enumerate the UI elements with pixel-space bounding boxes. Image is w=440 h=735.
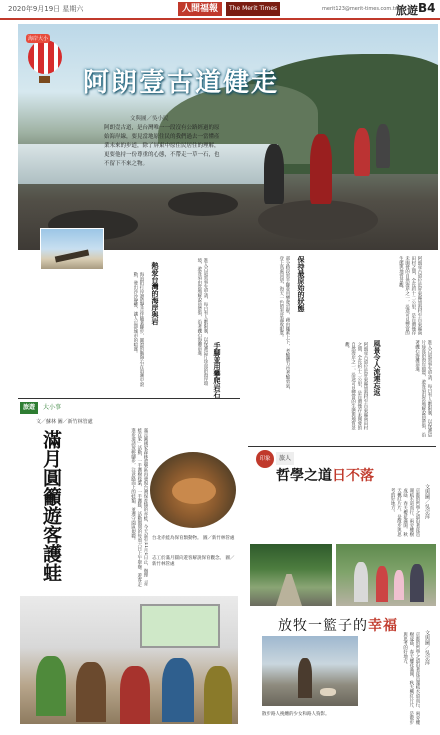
caption-credit: 圖／新竹林管處: [152, 556, 235, 567]
article-byline: 文與圖／吳宗萍: [424, 484, 430, 519]
article-column: 部分路段需手腳並用攀爬岩壁，藉由繩索上下，考驗體力也考驗勇氣，登上高處回望，海天一色的美景盡收眼底。: [278, 256, 290, 393]
caption-credit: 圖／新竹林管處: [202, 536, 235, 541]
person-shape: [354, 562, 368, 602]
section-badge-suffix: 旅人: [276, 452, 294, 465]
hiker: [376, 124, 390, 168]
screen-shape: [140, 604, 220, 648]
column-heading: 保持最原始的狀態: [297, 256, 305, 312]
rock: [168, 192, 238, 216]
section-name: 旅遊: [396, 4, 418, 17]
rock: [258, 200, 378, 240]
website-link[interactable]: merit123@merit-times.com.tw: [322, 6, 399, 12]
article-column: 進入古道需事先申請，每日有人數限制，以保護這片珍貴的海岸環境，遊客須由當地解說員帶領，沿著礫石海灘前進。: [414, 340, 432, 437]
hiker: [354, 128, 370, 176]
person-shape: [120, 666, 150, 724]
balloon-basket: [39, 76, 50, 83]
photo-caption: 散步路人挽纏的少女和路人狗影。: [262, 712, 330, 717]
column-heading: 熱爱台灣的海岸與岩: [151, 262, 159, 325]
person-shape: [394, 570, 404, 600]
stroll-photo: [262, 636, 358, 706]
article-title: [276, 465, 374, 485]
article-column: 滿月圓國家森林遊樂區再發現台灣保育類的赤蛙，今天起至11月1日止，辦理「青蛙在家」活動，一手護樹枝葉，一手護蛙，活動期間的每周六日上午舉辦。遊客走進步道請放輕腳步，注意路面上的蛙類，並遵守園區規範。: [130, 428, 148, 587]
title-main: 放牧一籃子的: [278, 618, 368, 634]
balloon-envelope: [28, 40, 62, 74]
issue-date: 2020年9月19日 星期六: [8, 5, 84, 13]
article-column: 進入古道需事先申請，每日有人數限制，以保護這片珍貴的海岸環境，遊客須由當地解說員帶領，沿著礫石海灘前進。: [196, 258, 208, 386]
path-shape: [276, 574, 302, 606]
person-shape: [410, 564, 424, 602]
section-tag-suffix: 大小事: [43, 404, 62, 411]
person-shape: [376, 566, 388, 602]
title-accent: 幸福: [368, 618, 398, 634]
canal-photo: [250, 544, 332, 606]
title-main: 哲學之道: [276, 468, 332, 484]
section-divider: [18, 398, 240, 399]
frog-body: [172, 478, 216, 504]
hero-intro: 阿朗壹古道，是台灣唯一一段沒有公路經過的原始海岸線，要見當地原住民的我們過去一當懂產業未來的步道，除了屏東中原住民居住的理解，更要他持一份尊重的心態，不帶走一草一石，也不留下不來之物。: [104, 125, 220, 167]
driftwood-photo: [40, 228, 104, 270]
article-byline: 文／蘇林 圖／新竹林管處: [36, 419, 93, 425]
photo-caption: [152, 536, 238, 542]
article-column: 阿朗壹古道位於屏東縣旭海村至台東縣南田村之間，全長約十二公里，是台灣僅存未開發的自然海岸之一，沿途可見豐富的生態與地質景觀。: [398, 256, 422, 336]
driftwood-shape: [55, 250, 90, 263]
article-column: 京都的哲學之道沿著琵琶湖疏水道而行，兩旁櫻樹成蔭，春天櫻花滿開，秋天楓紅片片，是散步與思考的好地方。: [402, 632, 420, 725]
caption-text: 志工於滿月圓向遊客解說保育觀念。: [152, 556, 224, 561]
person-shape: [36, 656, 66, 716]
hero-byline: 文與圖／吳小民: [130, 116, 169, 122]
article-byline: 文與圖／吳宗萍: [424, 630, 430, 665]
balloon-icon: [26, 34, 64, 82]
title-accent: 日不落: [332, 468, 374, 484]
hero-photo: [18, 24, 438, 250]
hiker: [264, 144, 284, 204]
newspaper-logo: 人間福報: [178, 2, 222, 16]
family-photo: [336, 544, 436, 606]
article-column: 阿朗壹古道位於屏東縣旭海村至台東縣南田村之間，全長約十二公里，是台灣僅存未開發的自然海岸之一，沿途可見豐富的生態與地質景觀。: [344, 342, 368, 430]
newspaper-logo-en: The Merit Times: [226, 2, 280, 16]
person-shape: [204, 666, 232, 724]
column-heading: 風景令人流連忘返: [373, 340, 381, 396]
photo-caption: [152, 556, 238, 568]
section-divider: [248, 446, 436, 447]
hero-title: 阿朗壹古道健走: [83, 68, 280, 98]
dog-shape: [320, 688, 336, 696]
balloon-tag: 海岸大小: [28, 36, 49, 42]
article-column: 京都的哲學之道沿著琵琶湖疏水道而行，兩旁櫻樹成蔭，春天櫻花滿開，秋天楓紅片片，是散步與思考的好地方。: [390, 488, 420, 537]
caption-text: 台北赤蛙為保育類動物。: [152, 536, 202, 541]
person-shape: [298, 658, 312, 698]
hiker: [310, 134, 332, 204]
page-header: [0, 0, 440, 20]
column-heading: 手腳並用攀爬岩石: [213, 342, 221, 398]
article-column: 海浪拍打岸邊的聲音伴隨著腳步，圓滾的鵝卵石在浪潮中滾動，發出沙沙聲響，讓人忘卻城市的喧囂。: [132, 272, 144, 387]
page-number: B4: [418, 1, 436, 15]
section-tag: 旅遊: [20, 402, 38, 414]
section-badge: 印象: [256, 450, 274, 468]
volunteers-photo: [20, 596, 238, 724]
frog-photo: [148, 450, 238, 530]
article-title: 滿月圓籲遊客護蛙: [40, 430, 62, 582]
person-shape: [162, 658, 194, 722]
person-shape: [76, 662, 106, 722]
